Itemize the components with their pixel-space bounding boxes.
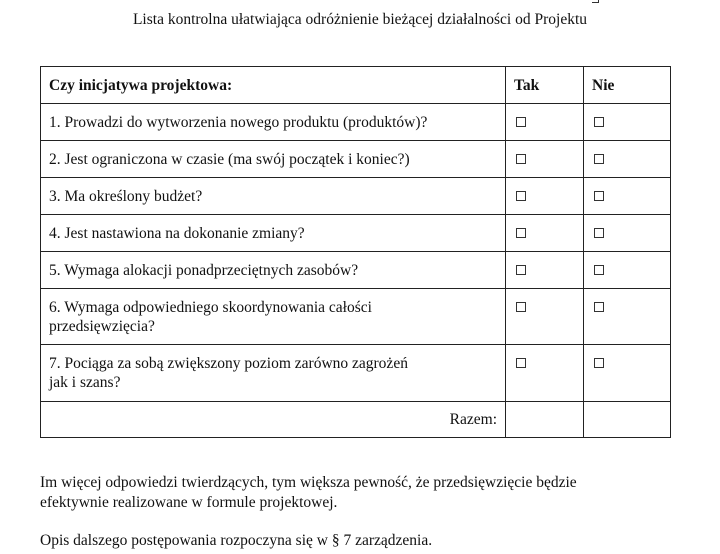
no-cell-6: [584, 289, 671, 345]
question-7-line2: jak i szans?: [49, 374, 121, 391]
question-4-line1: 4. Jest nastawiona na dokonanie zmiany?: [49, 225, 305, 242]
yes-checkbox-3[interactable]: [516, 191, 526, 201]
table-row: [41, 215, 671, 252]
total-row: [41, 402, 671, 438]
yes-cell-1: [506, 104, 584, 141]
table-row: [41, 104, 671, 141]
yes-cell-6: [506, 289, 584, 345]
no-checkbox-4[interactable]: [594, 228, 604, 238]
yes-checkbox-4[interactable]: [516, 228, 526, 238]
no-checkbox-2[interactable]: [594, 154, 604, 164]
yes-cell-5: [506, 252, 584, 289]
no-checkbox-3[interactable]: [594, 191, 604, 201]
header-yes: Tak: [506, 67, 584, 104]
no-cell-3: [584, 178, 671, 215]
question-1: [41, 104, 506, 141]
yes-checkbox-5[interactable]: [516, 265, 526, 275]
header-no: Nie: [584, 67, 671, 104]
question-4: [41, 215, 506, 252]
yes-cell-7: [506, 345, 584, 402]
no-checkbox-1[interactable]: [594, 117, 604, 127]
total-no-cell[interactable]: [584, 402, 671, 438]
no-checkbox-5[interactable]: [594, 265, 604, 275]
question-1-line1: 1. Prowadzi do wytworzenia nowego produktu (produktów)?: [49, 114, 428, 131]
yes-cell-4: [506, 215, 584, 252]
no-cell-1: [584, 104, 671, 141]
question-3-line1: 3. Ma określony budżet?: [49, 188, 203, 205]
question-6: [41, 289, 506, 345]
document-title: Lista kontrolna ułatwiająca odróżnienie bieżącej działalności od Projektu: [132, 11, 588, 28]
no-checkbox-7[interactable]: [594, 358, 604, 368]
no-cell-5: [584, 252, 671, 289]
question-2: [41, 141, 506, 178]
no-cell-4: [584, 215, 671, 252]
table-header-row: [41, 67, 671, 104]
yes-cell-2: [506, 141, 584, 178]
note-paragraph-2: Opis dalszego postępowania rozpoczyna się w § 7 zarządzenia.: [40, 532, 433, 549]
table-row: [41, 178, 671, 215]
question-6-line2: przedsięwzięcia?: [49, 318, 155, 335]
question-7-line1: 7. Pociąga za sobą zwiększony poziom zarówno zagrożeń: [49, 355, 408, 372]
question-3: [41, 178, 506, 215]
no-cell-2: [584, 141, 671, 178]
header-question: Czy inicjatywa projektowa:: [41, 67, 506, 104]
question-7: [41, 345, 506, 402]
yes-checkbox-2[interactable]: [516, 154, 526, 164]
total-label: Razem:: [41, 402, 506, 438]
table-row: [41, 141, 671, 178]
yes-checkbox-1[interactable]: [516, 117, 526, 127]
question-6-line1: 6. Wymaga odpowiedniego skoordynowania całości: [49, 299, 372, 316]
total-yes-cell[interactable]: [506, 402, 584, 438]
question-5: [41, 252, 506, 289]
no-cell-7: [584, 345, 671, 402]
note-1-line2: efektywnie realizowane w formule projektowej.: [40, 494, 338, 511]
table-row: [41, 345, 671, 402]
table-row: [41, 252, 671, 289]
yes-cell-3: [506, 178, 584, 215]
no-checkbox-6[interactable]: [594, 302, 604, 312]
table-row: [41, 289, 671, 345]
question-5-line1: 5. Wymaga alokacji ponadprzeciętnych zasobów?: [49, 262, 359, 279]
checklist-table: [40, 66, 671, 438]
note-paragraph-1: [40, 473, 680, 513]
yes-checkbox-6[interactable]: [516, 302, 526, 312]
note-1-line1: Im więcej odpowiedzi twierdzących, tym większa pewność, że przedsięwzięcie będzie: [40, 474, 577, 491]
question-2-line1: 2. Jest ograniczona w czasie (ma swój początek i koniec?): [49, 151, 410, 168]
yes-checkbox-7[interactable]: [516, 358, 526, 368]
title-corner-mark: [592, 0, 599, 3]
